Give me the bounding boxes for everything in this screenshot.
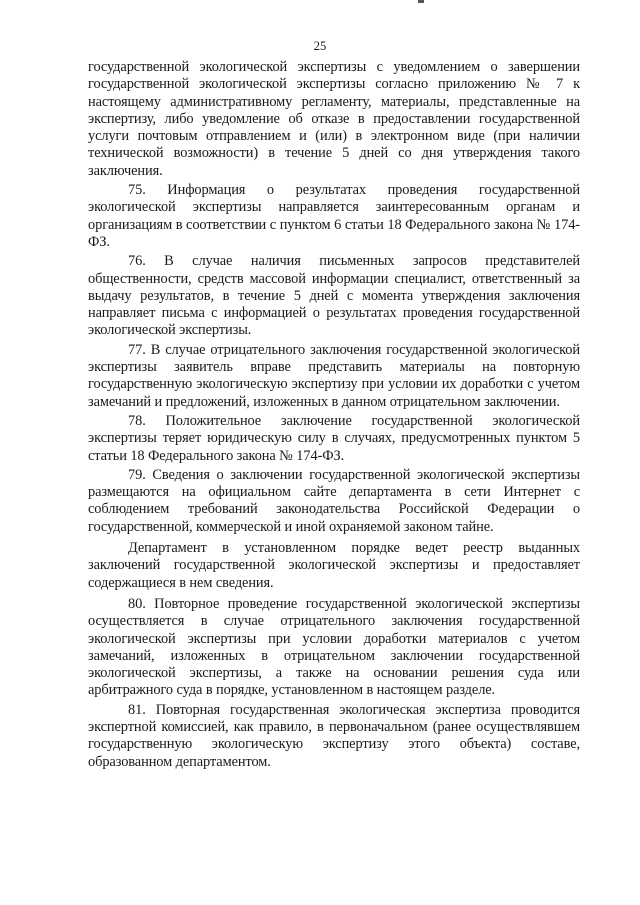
- paragraph-78: 78. Положительное заключение государственной экологической экспертизы теряет юридическую силу в случаях, предусмотренных пунктом 5 статьи 18 Федерального закона № 174-ФЗ.: [88, 412, 580, 464]
- scan-mark: [418, 0, 424, 3]
- paragraph-81: 81. Повторная государственная экологическая экспертиза проводится экспертной комиссией, как правило, в первоначальном (ранее осуществлявшем государственную экологическую экспертизу этого объекта) составе, образованном департаментом.: [88, 701, 580, 770]
- paragraph-76: 76. В случае наличия письменных запросов представителей общественности, средств массовой информации специалист, ответственный за выдачу результатов, в течение 5 дней с момента утверждения заключения направляет письма с информацией о результатах проведения государственной экологической экспертизы.: [88, 253, 580, 339]
- paragraph-continuation: государственной экологической экспертизы с уведомлением о завершении государственной экологической экспертизы согласно приложению № 7 к настоящему административному регламенту, материалы, представленные на экспертизу, либо уведомление об отказе в предоставлении государственной услуги почтовым отправлением и (или) в электронном виде (при наличии технической возможности) в течение 5 дней со дня утверждения такого заключения.: [88, 59, 580, 179]
- page-number: 25: [313, 39, 327, 53]
- paragraph-registry: Департамент в установленном порядке ведет реестр выданных заключений государственной экологической экспертизы и предоставляет содержащиеся в нем сведения.: [88, 540, 580, 591]
- paragraph-75: 75. Информация о результатах проведения государственной экологической экспертизы направляется заинтересованным органам и организациям в соответствии с пунктом 6 статьи 18 Федерального закона № 174-ФЗ.: [88, 182, 580, 250]
- paragraph-77: 77. В случае отрицательного заключения государственной экологической экспертизы заявитель вправе представить материалы на повторную государственную экологическую экспертизу при условии их доработки с учетом замечаний и предложений, изложенных в данном отрицательном заключении.: [88, 341, 580, 410]
- document-body: [88, 59, 580, 775]
- paragraph-80: 80. Повторное проведение государственной экологической экспертизы осуществляется в случае отрицательного заключения государственной экологической экспертизы при условии доработки материалов с учетом замечаний, изложенных в отрицательном заключении государственной экологической экспертизы, а также на основании решения суда или арбитражного суда в порядке, установленном в настоящем разделе.: [88, 595, 580, 699]
- paragraph-79: 79. Сведения о заключении государственной экологической экспертизы размещаются на официальном сайте департамента в сети Интернет с соблюдением требований законодательства Российской Федерации о государственной, коммерческой и иной охраняемой законом тайне.: [88, 466, 580, 535]
